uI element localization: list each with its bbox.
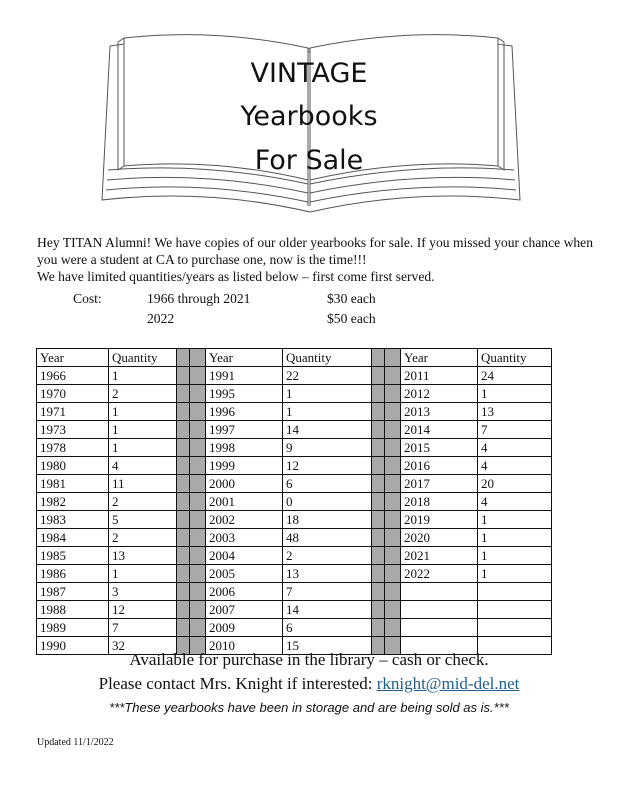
year-cell: 1980 (37, 457, 109, 475)
cost-price: $50 each (327, 311, 376, 326)
quantity-cell: 4 (109, 457, 177, 475)
quantity-cell: 2 (283, 547, 372, 565)
year-cell: 2001 (206, 493, 283, 511)
year-cell: 1989 (37, 619, 109, 637)
cost-label: Cost: (73, 291, 102, 306)
cost-price: $30 each (327, 291, 376, 306)
table-row (37, 421, 552, 439)
year-cell: 2012 (401, 385, 478, 403)
quantity-cell: 7 (478, 421, 552, 439)
year-cell: 2009 (206, 619, 283, 637)
quantity-cell: 7 (283, 583, 372, 601)
quantity-cell: 15 (283, 637, 372, 655)
year-cell: 1985 (37, 547, 109, 565)
quantity-cell: 1 (109, 367, 177, 385)
table-row (37, 475, 552, 493)
year-cell: 2000 (206, 475, 283, 493)
year-cell: 1987 (37, 583, 109, 601)
quantity-cell: 2 (109, 529, 177, 547)
storage-disclaimer: ***These yearbooks have been in storage and are being sold as is.*** (109, 700, 509, 715)
quantity-cell: 1 (478, 511, 552, 529)
quantity-cell: 24 (478, 367, 552, 385)
table-row (37, 367, 552, 385)
year-cell: 2006 (206, 583, 283, 601)
quantity-cell: 1 (109, 439, 177, 457)
table-header-row (37, 349, 552, 367)
year-cell: 1997 (206, 421, 283, 439)
year-cell: 1982 (37, 493, 109, 511)
quantity-cell: 4 (478, 493, 552, 511)
year-cell: 2007 (206, 601, 283, 619)
table-row (37, 601, 552, 619)
intro-availability: We have limited quantities/years as listed below – first come first served. (37, 269, 435, 284)
quantity-cell (478, 619, 552, 637)
year-cell: 1973 (37, 421, 109, 439)
table-row (37, 439, 552, 457)
year-cell: 1988 (37, 601, 109, 619)
year-cell: 1971 (37, 403, 109, 421)
year-cell: 1984 (37, 529, 109, 547)
availability-note: Available for purchase in the library – cash or check. (129, 650, 489, 669)
quantity-cell: 4 (478, 457, 552, 475)
contact-line (0, 674, 618, 694)
quantity-cell: 6 (283, 475, 372, 493)
quantity-cell: 7 (109, 619, 177, 637)
year-cell: 2018 (401, 493, 478, 511)
table-row (37, 511, 552, 529)
title-yearbooks: Yearbooks (240, 101, 378, 132)
year-cell: 1998 (206, 439, 283, 457)
year-cell: 2021 (401, 547, 478, 565)
quantity-cell: 32 (109, 637, 177, 655)
quantity-cell: 6 (283, 619, 372, 637)
header-year: Year (206, 349, 283, 367)
quantity-cell (478, 601, 552, 619)
quantity-cell: 18 (283, 511, 372, 529)
year-cell: 2010 (206, 637, 283, 655)
year-cell (401, 619, 478, 637)
year-cell: 2004 (206, 547, 283, 565)
year-cell: 1970 (37, 385, 109, 403)
year-cell: 2016 (401, 457, 478, 475)
quantity-cell: 13 (283, 565, 372, 583)
year-cell (401, 583, 478, 601)
year-cell: 2014 (401, 421, 478, 439)
header-quantity: Quantity (478, 349, 552, 367)
quantity-cell: 5 (109, 511, 177, 529)
quantity-cell: 1 (478, 565, 552, 583)
year-cell (401, 601, 478, 619)
quantity-cell: 12 (109, 601, 177, 619)
quantity-cell: 2 (109, 385, 177, 403)
contact-text: Please contact Mrs. Knight if interested: (98, 674, 377, 693)
table-row (37, 493, 552, 511)
table-row (37, 583, 552, 601)
quantity-cell (478, 583, 552, 601)
year-cell: 1983 (37, 511, 109, 529)
quantity-cell: 48 (283, 529, 372, 547)
table-row (37, 385, 552, 403)
table-row (37, 547, 552, 565)
quantity-cell: 1 (478, 547, 552, 565)
quantity-cell: 1 (109, 421, 177, 439)
quantity-cell: 13 (109, 547, 177, 565)
updated-date: Updated 11/1/2022 (37, 737, 114, 748)
year-cell: 1978 (37, 439, 109, 457)
intro-paragraph: Hey TITAN Alumni! We have copies of our older yearbooks for sale. If you missed your chance when you were a student at CA to purchase one, now is the time!!! (37, 235, 594, 267)
header-quantity: Quantity (283, 349, 372, 367)
year-cell: 2003 (206, 529, 283, 547)
year-cell: 2015 (401, 439, 478, 457)
quantity-cell: 11 (109, 475, 177, 493)
quantity-cell: 1 (283, 403, 372, 421)
quantity-cell: 4 (478, 439, 552, 457)
quantity-cell: 1 (109, 403, 177, 421)
header-year: Year (401, 349, 478, 367)
year-cell: 1990 (37, 637, 109, 655)
year-cell: 2020 (401, 529, 478, 547)
quantity-cell: 1 (478, 385, 552, 403)
table-row (37, 457, 552, 475)
quantity-cell: 9 (283, 439, 372, 457)
cost-range: 1966 through 2021 (147, 291, 251, 306)
year-cell: 1999 (206, 457, 283, 475)
year-cell: 1981 (37, 475, 109, 493)
year-cell: 2005 (206, 565, 283, 583)
year-cell: 2017 (401, 475, 478, 493)
quantity-cell: 14 (283, 421, 372, 439)
table-row (37, 619, 552, 637)
year-cell: 1966 (37, 367, 109, 385)
year-cell: 2011 (401, 367, 478, 385)
table-row (37, 403, 552, 421)
year-cell: 2013 (401, 403, 478, 421)
year-cell: 1996 (206, 403, 283, 421)
quantity-cell: 12 (283, 457, 372, 475)
year-cell: 1995 (206, 385, 283, 403)
year-cell: 1991 (206, 367, 283, 385)
email-link[interactable]: rknight@mid-del.net (376, 674, 520, 693)
quantity-cell: 22 (283, 367, 372, 385)
quantity-cell: 13 (478, 403, 552, 421)
quantity-cell: 0 (283, 493, 372, 511)
table-row (37, 529, 552, 547)
yearbook-inventory-table (36, 348, 552, 655)
quantity-cell: 3 (109, 583, 177, 601)
header-quantity: Quantity (109, 349, 177, 367)
year-cell: 2019 (401, 511, 478, 529)
year-cell: 2002 (206, 511, 283, 529)
quantity-cell: 1 (478, 529, 552, 547)
quantity-cell: 20 (478, 475, 552, 493)
table-row (37, 565, 552, 583)
quantity-cell: 1 (283, 385, 372, 403)
year-cell: 2022 (401, 565, 478, 583)
quantity-cell: 14 (283, 601, 372, 619)
header-year: Year (37, 349, 109, 367)
title-for-sale: For Sale (254, 145, 364, 176)
year-cell: 1986 (37, 565, 109, 583)
quantity-cell: 1 (109, 565, 177, 583)
quantity-cell: 2 (109, 493, 177, 511)
title-vintage: VINTAGE (250, 58, 368, 89)
cost-range: 2022 (147, 311, 175, 326)
